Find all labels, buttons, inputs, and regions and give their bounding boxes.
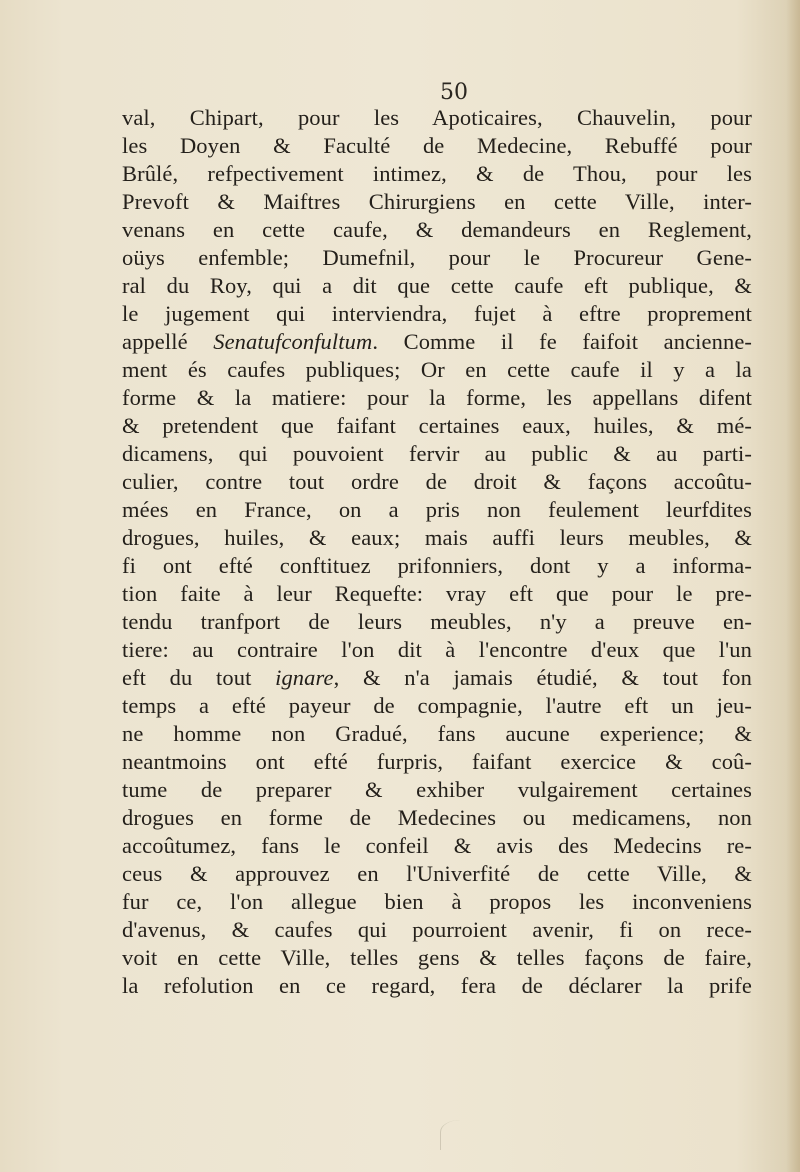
- text-line: ral du Roy, qui a dit que cette caufe eft publique, &: [122, 273, 752, 298]
- text-line: appellé Senatufconfultum. Comme il fe faifoit ancienne-: [122, 329, 752, 354]
- text-line: ne homme non Gradué, fans aucune experience; &: [122, 721, 752, 746]
- text-line: la refolution en ce regard, fera de déclarer la prife: [122, 973, 752, 998]
- text-line: val, Chipart, pour les Apoticaires, Chauvelin, pour: [122, 105, 752, 130]
- text-line: d'avenus, & caufes qui pourroient avenir, fi on rece-: [122, 917, 752, 942]
- page-edge-shadow: [786, 0, 800, 1172]
- paper-smudge: [440, 1120, 491, 1150]
- text-line: Brûlé, refpectivement intimez, & de Thou, pour les: [122, 161, 752, 186]
- text-line: accoûtumez, fans le confeil & avis des Medecins re-: [122, 833, 752, 858]
- text-line: culier, contre tout ordre de droit & façons accoûtu-: [122, 469, 752, 494]
- text-line: tendu tranfport de leurs meubles, n'y a preuve en-: [122, 609, 752, 634]
- text-line: fur ce, l'on allegue bien à propos les inconveniens: [122, 889, 752, 914]
- text-line: forme & la matiere: pour la forme, les appellans difent: [122, 385, 752, 410]
- text-line: drogues, huiles, & eaux; mais auffi leurs meubles, &: [122, 525, 752, 550]
- text-line: Prevoft & Maiftres Chirurgiens en cette Ville, inter-: [122, 189, 752, 214]
- text-line: tiere: au contraire l'on dit à l'encontre d'eux que l'un: [122, 637, 752, 662]
- text-line: tion faite à leur Requefte: vray eft que pour le pre-: [122, 581, 752, 606]
- text-line: eft du tout ignare, & n'a jamais étudié, & tout fon: [122, 665, 753, 690]
- body-text: [122, 104, 752, 1000]
- text-line: tume de preparer & exhiber vulgairement certaines: [122, 777, 752, 802]
- text-line: drogues en forme de Medecines ou medicamens, non: [122, 805, 752, 830]
- page-number: 50: [440, 80, 468, 105]
- text-line: ceus & approuvez en l'Univerfité de cette Ville, &: [122, 861, 752, 886]
- text-line: le jugement qui interviendra, fujet à eftre proprement: [122, 301, 752, 326]
- text-line: les Doyen & Faculté de Medecine, Rebuffé pour: [122, 133, 752, 158]
- text-line: fi ont efté conftituez prifonniers, dont y a informa-: [122, 553, 752, 578]
- text-line: temps a efté payeur de compagnie, l'autre eft un jeu-: [122, 693, 752, 718]
- text-line: ment és caufes publiques; Or en cette caufe il y a la: [122, 357, 752, 382]
- text-line: voit en cette Ville, telles gens & telles façons de faire,: [122, 945, 752, 970]
- text-line: oüys enfemble; Dumefnil, pour le Procureur Gene-: [122, 245, 752, 270]
- text-line: & pretendent que faifant certaines eaux, huiles, & mé-: [122, 413, 752, 438]
- text-line: neantmoins ont efté furpris, faifant exercice & coû-: [122, 749, 752, 774]
- text-line: dicamens, qui pouvoient fervir au public & au parti-: [122, 441, 752, 466]
- text-line: mées en France, on a pris non feulement leurfdites: [122, 497, 752, 522]
- text-line: venans en cette caufe, & demandeurs en Reglement,: [122, 217, 752, 242]
